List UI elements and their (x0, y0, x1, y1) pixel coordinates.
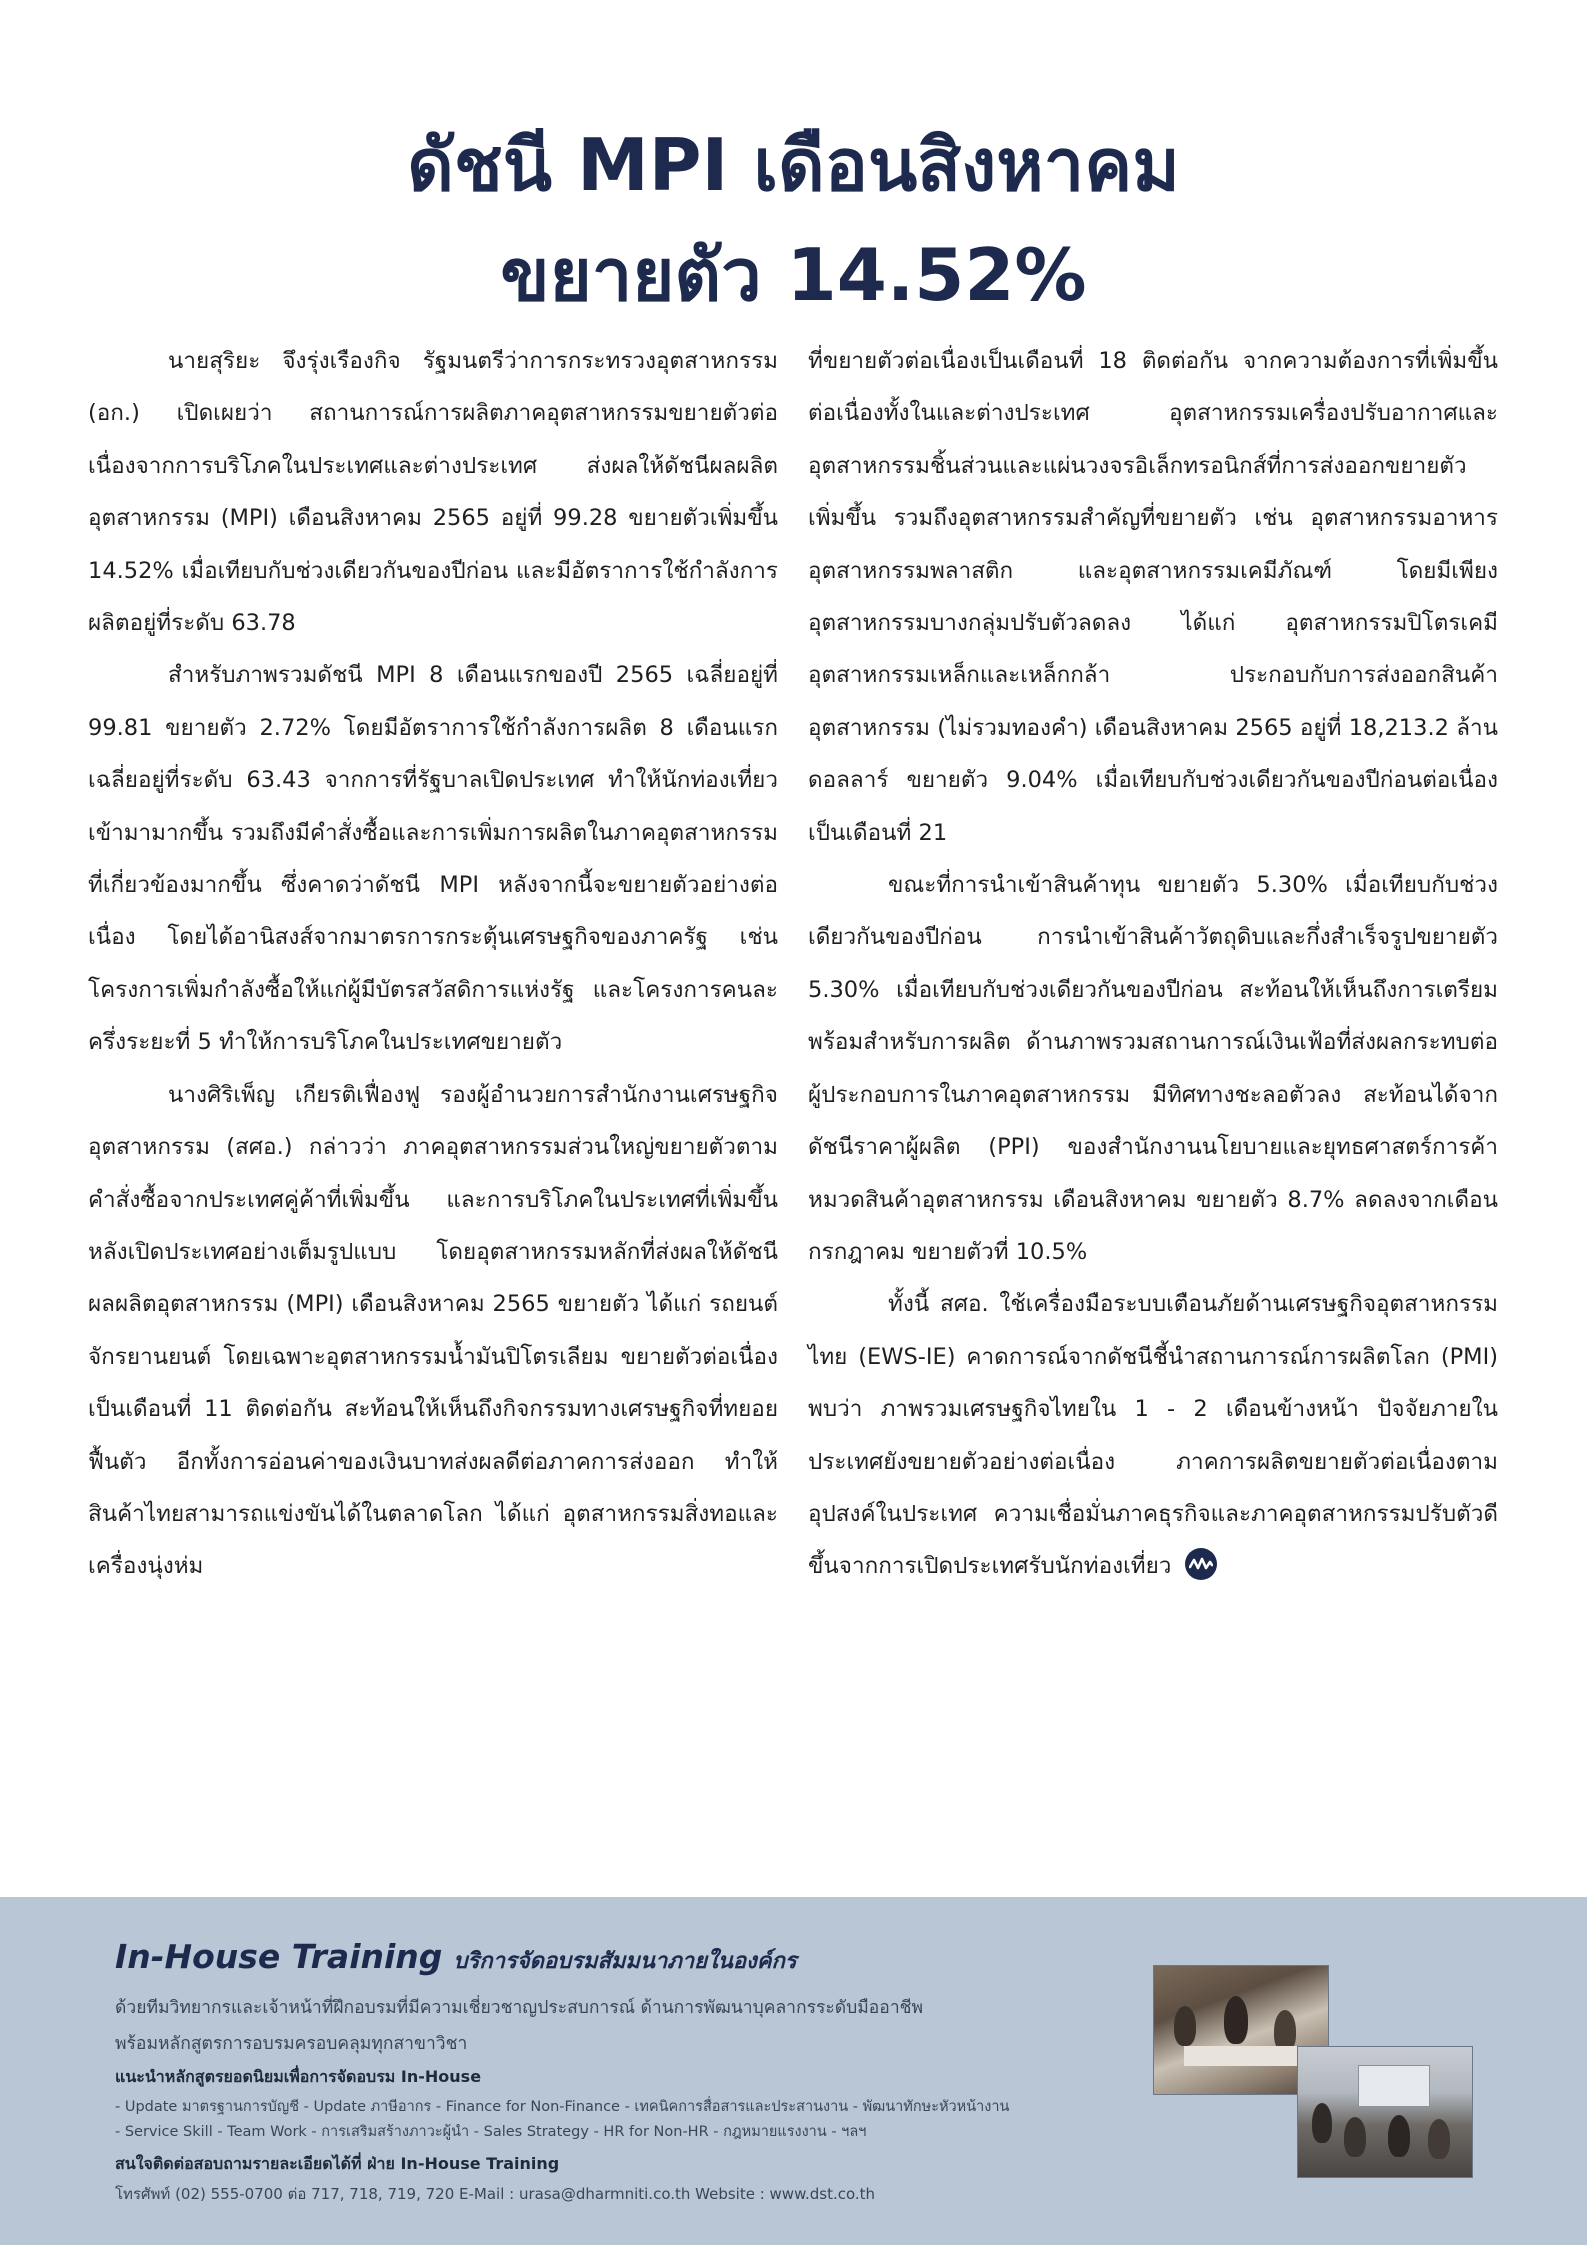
courses-heading: แนะนำหลักสูตรยอดนิยมเพื่อการจัดอบรม In-House (115, 2067, 482, 2086)
paragraph-5-text: ทั้งนี้ สศอ. ใช้เครื่องมือระบบเตือนภัยด้านเศรษฐกิจอุตสาหกรรมไทย (EWS-IE) คาดการณ์จากดัชนีชี้นำสถานการณ์การผลิตโลก (PMI) พบว่า ภาพรวมเศรษฐกิจไทยใน 1 - 2 เดือนข้างหน้า ปัจจัยภายในประเทศยังขยายตัวอย่างต่อเนื่อง ภาคการผลิตขยายตัวต่อเนื่องตามอุปสงค์ในประเทศ ความเชื่อมั่นภาคธุรกิจและภาคอุตสาหกรรมปรับตัวดีขึ้นจากการเปิดประเทศรับนักท่องเที่ยว (808, 1291, 1498, 1580)
title-line-1: ดัชนี MPI เดือนสิงหาคม (407, 123, 1180, 207)
contact-line: โทรศัพท์ (02) 555-0700 ต่อ 717, 718, 719, 720 E-Mail : urasa@dharmniti.co.th Website : www.dst.co.th (115, 2185, 876, 2203)
article-column-left (88, 335, 778, 1593)
footer-tagline: บริการจัดอบรมสัมมนาภายในองค์กร (453, 1949, 797, 1974)
footer-description-line-2: พร้อมหลักสูตรการอบรมครอบคลุมทุกสาขาวิชา (115, 2034, 468, 2054)
footer-description-line-1: ด้วยทีมวิทยากรและเจ้าหน้าที่ฝึกอบรมที่มีความเชี่ยวชาญประสบการณ์ ด้านการพัฒนาบุคลากรระดับมืออาชีพ (115, 1998, 924, 2018)
contact-heading: สนใจติดต่อสอบถามรายละเอียดได้ที่ ฝ่าย In-House Training (115, 2154, 560, 2173)
footer-heading (115, 1937, 797, 1978)
footer-brand: In-House Training (115, 1937, 443, 1976)
paragraph-5 (808, 1278, 1498, 1592)
paragraph-4: ขณะที่การนำเข้าสินค้าทุน ขยายตัว 5.30% เมื่อเทียบกับช่วงเดียวกันของปีก่อน การนำเข้าสินค้าวัตถุดิบและกึ่งสำเร็จรูปขยายตัว 5.30% เมื่อเทียบกับช่วงเดียวกันของปีก่อน สะท้อนให้เห็นถึงการเตรียมพร้อมสำหรับการผลิต ด้านภาพรวมสถานการณ์เงินเฟ้อที่ส่งผลกระทบต่อผู้ประกอบการในภาคอุตสาหกรรม มีทิศทางชะลอตัวลง สะท้อนได้จากดัชนีราคาผู้ผลิต (PPI) ของสำนักงานนโยบายและยุทธศาสตร์การค้า หมวดสินค้าอุตสาหกรรม เดือนสิงหาคม ขยายตัว 8.7% ลดลงจากเดือนกรกฎาคม ขยายตัวที่ 10.5% (808, 872, 1498, 1265)
courses-line-1: - Update มาตรฐานการบัญชี - Update ภาษีอากร - Finance for Non-Finance - เทคนิคการสื่อสารและประสานงาน - พัฒนาทักษะหัวหน้างาน (115, 2099, 1010, 2115)
footer-description (115, 1990, 1125, 2062)
paragraph-3-continued: ที่ขยายตัวต่อเนื่องเป็นเดือนที่ 18 ติดต่อกัน จากความต้องการที่เพิ่มขึ้นต่อเนื่องทั้งในและต่างประเทศ อุตสาหกรรมเครื่องปรับอากาศและอุตสาหกรรมชิ้นส่วนและแผ่นวงจรอิเล็กทรอนิกส์ที่การส่งออกขยายตัวเพิ่มขึ้น รวมถึงอุตสาหกรรมสำคัญที่ขยายตัว เช่น อุตสาหกรรมอาหาร อุตสาหกรรมพลาสติก และอุตสาหกรรมเคมีภัณฑ์ โดยมีเพียงอุตสาหกรรมบางกลุ่มปรับตัวลดลง ได้แก่ อุตสาหกรรมปิโตรเคมี อุตสาหกรรมเหล็กและเหล็กกล้า ประกอบกับการส่งออกสินค้าอุตสาหกรรม (ไม่รวมทองคำ) เดือนสิงหาคม 2565 อยู่ที่ 18,213.2 ล้านดอลลาร์ ขยายตัว 9.04% เมื่อเทียบกับช่วงเดียวกันของปีก่อนต่อเนื่องเป็นเดือนที่ 21 (808, 348, 1498, 846)
title-line-2: ขยายตัว 14.52% (500, 233, 1087, 317)
paragraph-2: สำหรับภาพรวมดัชนี MPI 8 เดือนแรกของปี 2565 เฉลี่ยอยู่ที่ 99.81 ขยายตัว 2.72% โดยมีอัตราการใช้กำลังการผลิต 8 เดือนแรก เฉลี่ยอยู่ที่ระดับ 63.43 จากการที่รัฐบาลเปิดประเทศ ทำให้นักท่องเที่ยวเข้ามามากขึ้น รวมถึงมีคำสั่งซื้อและการเพิ่มการผลิตในภาคอุตสาหกรรมที่เกี่ยวข้องมากขึ้น ซึ่งคาดว่าดัชนี MPI หลังจากนี้จะขยายตัวอย่างต่อเนื่อง โดยได้อานิสงส์จากมาตรการกระตุ้นเศรษฐกิจของภาครัฐ เช่น โครงการเพิ่มกำลังซื้อให้แก่ผู้มีบัตรสวัสดิการแห่งรัฐ และโครงการคนละครึ่งระยะที่ 5 ทำให้การบริโภคในประเทศขยายตัว (88, 662, 778, 1056)
training-photo-2 (1297, 2046, 1473, 2178)
article-column-right (808, 335, 1498, 1593)
paragraph-3: นางศิริเพ็ญ เกียรติเฟื่องฟู รองผู้อำนวยการสำนักงานเศรษฐกิจอุตสาหกรรม (สศอ.) กล่าวว่า ภาคอุตสาหกรรมส่วนใหญ่ขยายตัวตามคำสั่งซื้อจากประเทศคู่ค้าที่เพิ่มขึ้น และการบริโภคในประเทศที่เพิ่มขึ้นหลังเปิดประเทศอย่างเต็มรูปแบบ โดยอุตสาหกรรมหลักที่ส่งผลให้ดัชนีผลผลิตอุตสาหกรรม (MPI) เดือนสิงหาคม 2565 ขยายตัว ได้แก่ รถยนต์ จักรยานยนต์ โดยเฉพาะอุตสาหกรรมน้ำมันปิโตรเลียม ขยายตัวต่อเนื่องเป็นเดือนที่ 11 ติดต่อกัน สะท้อนให้เห็นถึงกิจกรรมทางเศรษฐกิจที่ทยอยฟื้นตัว อีกทั้งการอ่อนค่าของเงินบาทส่งผลดีต่อภาคการส่งออก ทำให้สินค้าไทยสามารถแข่งขันได้ในตลาดโลก ได้แก่ อุตสาหกรรมสิ่งทอและเครื่องนุ่งห่ม (88, 1081, 778, 1580)
courses-line-2: - Service Skill - Team Work - การเสริมสร้างภาวะผู้นำ - Sales Strategy - HR for Non-HR - กฎหมายแรงงาน - ฯลฯ (115, 2124, 867, 2140)
article-title (0, 110, 1587, 330)
paragraph-1: นายสุริยะ จึงรุ่งเรืองกิจ รัฐมนตรีว่าการกระทรวงอุตสาหกรรม (อก.) เปิดเผยว่า สถานการณ์การผลิตภาคอุตสาหกรรมขยายตัวต่อเนื่องจากการบริโภคในประเทศและต่างประเทศ ส่งผลให้ดัชนีผลผลิตอุตสาหกรรม (MPI) เดือนสิงหาคม 2565 อยู่ที่ 99.28 ขยายตัวเพิ่มขึ้น 14.52% เมื่อเทียบกับช่วงเดียวกันของปีก่อน และมีอัตราการใช้กำลังการผลิตอยู่ที่ระดับ 63.78 (88, 348, 778, 637)
wave-logo-icon (1185, 1548, 1217, 1580)
courses-list (115, 2095, 1125, 2145)
